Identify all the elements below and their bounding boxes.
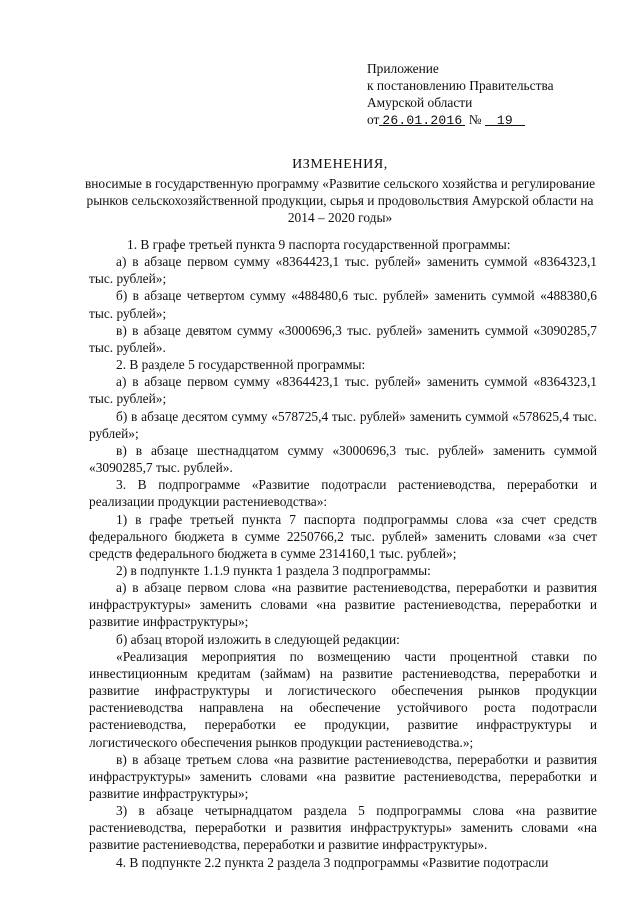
resolution-reference: к постановлению Правительства bbox=[367, 78, 554, 93]
paragraph: 3) в абзаце четырнадцатом раздела 5 подпрограммы слова «на развитие растениеводства, переработки и развития инфраструктуры» заменить словами «на развитие растениеводства, переработки и развитие инфраструктуры». bbox=[89, 803, 597, 853]
appendix-header bbox=[367, 60, 627, 128]
paragraph: б) абзац второй изложить в следующей редакции: bbox=[116, 631, 400, 647]
paragraph: б) в абзаце десятом сумму «578725,4 тыс. рублей» заменить суммой «578625,4 тыс. рублей»; bbox=[89, 408, 597, 441]
region-name: Амурской области bbox=[367, 95, 473, 110]
document-title bbox=[80, 156, 600, 226]
paragraph: «Реализация мероприятия по возмещению части процентной ставки по инвестиционным кредитам (займам) на развитие растениеводства, переработки и развитие инфраструктуры и логистического обеспечения рынков продукции растениеводства направлена на обеспечение устойчивого роста подотрасли растениеводства, переработки ее продукции, развитие инфраструктуры и логистического обеспечения рынков продукции растениеводства.»; bbox=[89, 648, 597, 750]
paragraph: 2) в подпункте 1.1.9 пункта 1 раздела 3 подпрограммы: bbox=[116, 562, 431, 578]
paragraph: 2. В разделе 5 государственной программы: bbox=[116, 357, 366, 373]
paragraph: а) в абзаце первом слова «на развитие растениеводства, переработки и развития инфраструктуры» заменить словами «на развитие растениеводства, переработки и развитие инфраструктуры»; bbox=[89, 580, 597, 630]
paragraph: б) в абзаце четвертом сумму «488480,6 тыс. рублей» заменить суммой «488380,6 тыс. рублей»; bbox=[89, 288, 597, 321]
paragraph: 1. В графе третьей пункта 9 паспорта государственной программы: bbox=[127, 237, 511, 252]
document-body bbox=[89, 236, 597, 871]
paragraph: в) в абзаце девятом сумму «3000696,3 тыс. рублей» заменить суммой «3090285,7 тыс. рублей». bbox=[89, 322, 597, 355]
date-number-row bbox=[367, 111, 627, 128]
paragraph: а) в абзаце первом сумму «8364423,1 тыс. рублей» заменить суммой «8364323,1 тыс. рублей»; bbox=[89, 254, 597, 287]
page-title: ИЗМЕНЕНИЯ, bbox=[292, 157, 388, 172]
date-value: 26.01.2016 bbox=[379, 112, 465, 126]
title-subtitle: вносимые в государственную программу «Развитие сельского хозяйства и регулирование рынков сельскохозяйственной продукции, сырья и продовольствия Амурской области на 2014 – 2020 годы» bbox=[84, 176, 596, 225]
paragraph: 1) в графе третьей пункта 7 паспорта подпрограммы слова «за счет средств федерального бюджета в сумме 2250766,2 тыс. рублей» заменить словами «за счет средств федерального бюджета в сумме 2314160,1 тыс. рублей»; bbox=[89, 511, 597, 561]
paragraph: 3. В подпрограмме «Развитие подотрасли растениеводства, переработки и реализации продукции растениеводства»: bbox=[89, 477, 597, 510]
paragraph: 4. В подпункте 2.2 пункта 2 раздела 3 подпрограммы «Развитие подотрасли bbox=[116, 854, 549, 870]
paragraph: в) в абзаце шестнадцатом сумму «3000696,3 тыс. рублей» заменить суммой «3090285,7 тыс. рублей». bbox=[89, 442, 597, 476]
appendix-label: Приложение bbox=[367, 61, 439, 76]
paragraph: в) в абзаце третьем слова «на развитие растениеводства, переработки и развития инфраструктуры» заменить словами «на развитие растениеводства, переработки и развитие инфраструктуры»; bbox=[89, 751, 597, 801]
number-sign: № bbox=[468, 112, 482, 127]
date-prefix: от bbox=[367, 112, 380, 127]
number-value: 19 bbox=[485, 112, 525, 126]
paragraph: а) в абзаце первом сумму «8364423,1 тыс. рублей» заменить суммой «8364323,1 тыс. рублей»; bbox=[89, 374, 597, 407]
